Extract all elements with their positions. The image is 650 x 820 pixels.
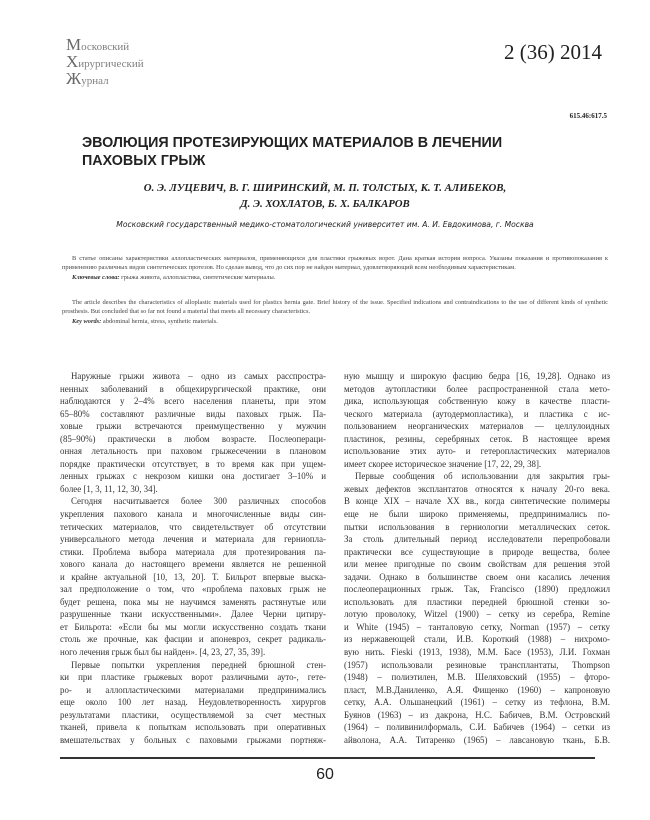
paragraph-line: (85–90%) практически в любом возрасте. Послеопераци- [60,433,326,444]
paragraph-line: результатами пластики, осуществляемой за счет местных [60,709,326,720]
paragraph-line: порядке практически отсутствует, в то время как при ущем- [60,458,326,469]
paragraph-line: ческого материала (аутодермопластика), и пластика с ис- [344,408,610,419]
paragraph-line: использование этих ауто- и гетеропластических материалов [344,446,610,457]
paragraph-line: Сегодня насчитывается более 300 различных способов [71,496,326,507]
paragraph-line: тканей, привела к попыткам использовать при оперативных [60,722,326,733]
paragraph-line: более [1, 3, 11, 12, 30, 34]. [60,483,158,494]
paragraph-line: ную мышцу и широкую фасцию бедра [16, 19,28]. Однако из [344,371,610,381]
keywords-ru: Ключевые слова: грыжа живота, аллопластика, синтетические материалы. [72,273,276,281]
paragraph-line: использовать для пластики передней брюшной стенки зо- [344,596,610,607]
page-number: 60 [316,766,334,783]
body-column-left [60,370,326,746]
article-title: ЭВОЛЮЦИЯ ПРОТЕЗИРУЮЩИХ МАТЕРИАЛОВ В ЛЕЧЕНИИ ПАХОВЫХ ГРЫЖ [82,135,503,169]
paragraph-line: ховые грыжи встречаются преимущественно у мужчин [60,421,326,432]
paragraph-line: ного лечения грыж был бы найден». [4, 23, 27, 35, 39]. [60,647,266,658]
paragraph-line: (1948) – полиэтилен, М.В. Шеляховский (1955) – фторо- [344,672,610,683]
paragraph-line: ет Бильрота: «Если бы мы могли искусственно создать ткани [60,621,326,632]
paragraph-line: укрепления пахового канала и многочисленные виды син- [60,509,326,520]
logo-line: Хирургический [66,52,144,71]
authors: О. Э. ЛУЦЕВИЧ, В. Г. ШИРИНСКИЙ, М. П. ТОЛСТЫХ, К. Т. АЛИБЕКОВ, Д. Э. ХОХЛАТОВ, Б. Х. БАЛКАРОВ [143,182,507,210]
paragraph-line: и White (1945) – танталовую сетку, Norman (1957) – сетку [344,621,610,632]
affiliation: Московский государственный медико-стоматологический университет им. А. И. Евдокимова, г. Москва [116,220,534,229]
issue-number: 2 (36) 2014 [504,40,602,64]
paragraph-line: (1964) – поливинилформаль, С.И. Бабичев (1964) – сетки из [344,722,610,733]
paragraph-line: В конце XIX – начале XX вв., когда синтетические полимеры [344,496,610,507]
paragraph-line: вмешательствах у больных с паховыми грыжами портняж- [60,734,326,745]
journal-logo [66,36,144,87]
paragraph-line: пользованием неорганических материалов — целлулоидных [344,421,610,432]
paragraph-line: универсального метода лечения и материала для герниопла- [60,534,326,545]
paragraph-line: Первые сообщения об использовании для закрытия гры- [355,471,610,482]
keywords-en: Key words: abdominal hernia, stress, synthetic materials. [72,317,218,325]
paragraph-line: пытки использования в герниологии металлических сеток. [344,521,610,532]
paragraph-line: сетку, А.А. Ольшанецкий (1961) – сетку из тефлона, В.М. [344,697,610,708]
paragraph-line: 65–80% составляют различные виды паховых грыж. Па- [60,408,326,419]
paragraph-line: стики. Проблема выбора материала для протезирования па- [60,546,326,557]
paragraph-line: ленных грыжах с некрозом кишки она достигает 3–10% и [60,471,326,482]
paragraph-line: или менее пригодные по своим свойствам для решения этой [344,559,610,570]
paragraph-line: практически все существующие в природе вещества, более [344,546,610,557]
abstract-ru: В статье описаны характеристики аллопластических материалов, применяющихся для пластики грыжевых ворот. Дана краткая история вопроса. Указаны показания и противопоказания к применению различных видов синтетических протезов. Но сделан вывод, что до сих пор не найден материал, удовлетворяющий всем необходимым характеристикам. Ключевые слова: грыжа живота, аллопластика, синтетические материалы. [62,255,608,281]
paragraph-line: тетических материалов, что свидетельствует об отсутствии [60,521,326,532]
paragraph-line: и крайне актуальной [10, 13, 20]. Т. Бильрот впервые выска- [60,571,326,582]
paragraph-line: ро- и аллопластическими материалами предпринимались [60,684,326,695]
paragraph-line: Первые попытки укрепления передней брюшной стен- [71,659,326,670]
paragraph-line: жевых дефектов эксплантатов относятся к началу 20-го века. [344,483,610,494]
paragraph-line: из нержавеющей стали, И.В. Короткий (1988) – нихромо- [344,634,610,645]
paragraph-line: еще около 100 лет назад. Неудовлетворенность хирургов [60,697,326,708]
paragraph-line: пласт, М.В.Даниленко, А.Я. Фищенко (1960) – капроновую [344,684,610,695]
logo-line: Журнал [66,69,109,88]
paragraph-line: айволона, А.А. Титаренко (1965) – лавсановую ткань, Б.В. [344,734,610,745]
udc-code: 615.46:617.5 [569,112,607,120]
paragraph-line: зал предположение о том, что «проблема паховых грыж не [60,584,326,595]
paragraph-line: ненных заболеваний в общехирургической практике, они [60,383,326,394]
paragraph-line: Наружные грыжи живота – одно из самых расспростра- [71,371,326,381]
paragraph-line: послеоперационных грыж. Так, Francisco (1890) предложил [344,584,610,595]
paragraph-line: пластинок, резины, серебряных сеток. В настоящее время [344,433,610,444]
paragraph-line: столь же прочные, как фасции и апоневроз, секрет радикаль- [60,634,326,645]
paragraph-line: еще не были широко применяемы, предпринимались по- [344,509,610,520]
paragraph-line: За столь длительный период исследователи перепробовали [344,534,610,545]
paragraph-line: хового канала до настоящего времени является не решенной [60,559,326,570]
logo-line: Московский [66,35,130,54]
paragraph-line: задачи. Однако в большинстве своем они касались лечения [344,571,610,582]
paragraph-line: разрушенные ткани искусственными». Далее Черни цитиру- [60,609,326,620]
paragraph-line: вую нить. Fieski (1913, 1938), М.М. Басе (1953), Л.И. Гохман [344,647,610,658]
abstract-en: The article describes the characteristics of alloplastic materials used for plastics hernia gate. Brief history of the issue. Specified indications and contraindications to the use of different kinds of synthetic prosthesis. But concluded that so far not found a material that meets all necessary characteristics. Key words: abdominal hernia, stress, synthetic materials. [62,299,608,325]
paragraph-line: лотую проволоку, Witzel (1900) – сетку из серебра, Remine [344,609,610,620]
paragraph-line: имеет скорее историческое значение [17, 22, 29, 38]. [344,458,542,469]
paragraph-line: Буянов (1963) – из дакрона, Н.С. Бабичев, В.М. Островский [344,709,610,720]
paragraph-line: ки при пластике грыжевых ворот различными ауто-, гете- [60,672,326,683]
paragraph-line: будет решена, пока мы не научимся заменять растянутые или [60,596,326,607]
paragraph-line: онная летальность при паховом грыжесечении в плановом [60,446,326,457]
body-column-right [344,370,610,746]
paragraph-line: (1957) использовали резиновые трансплантаты, Thompson [344,659,610,670]
paragraph-line: дика, использующая собственную кожу в качестве пласти- [344,396,610,407]
footer-rule [60,757,595,759]
paragraph-line: наблюдаются у 2–4% всего населения планеты, при этом [60,396,326,407]
paragraph-line: методов аутопластики более распространенной стала мето- [344,383,610,394]
